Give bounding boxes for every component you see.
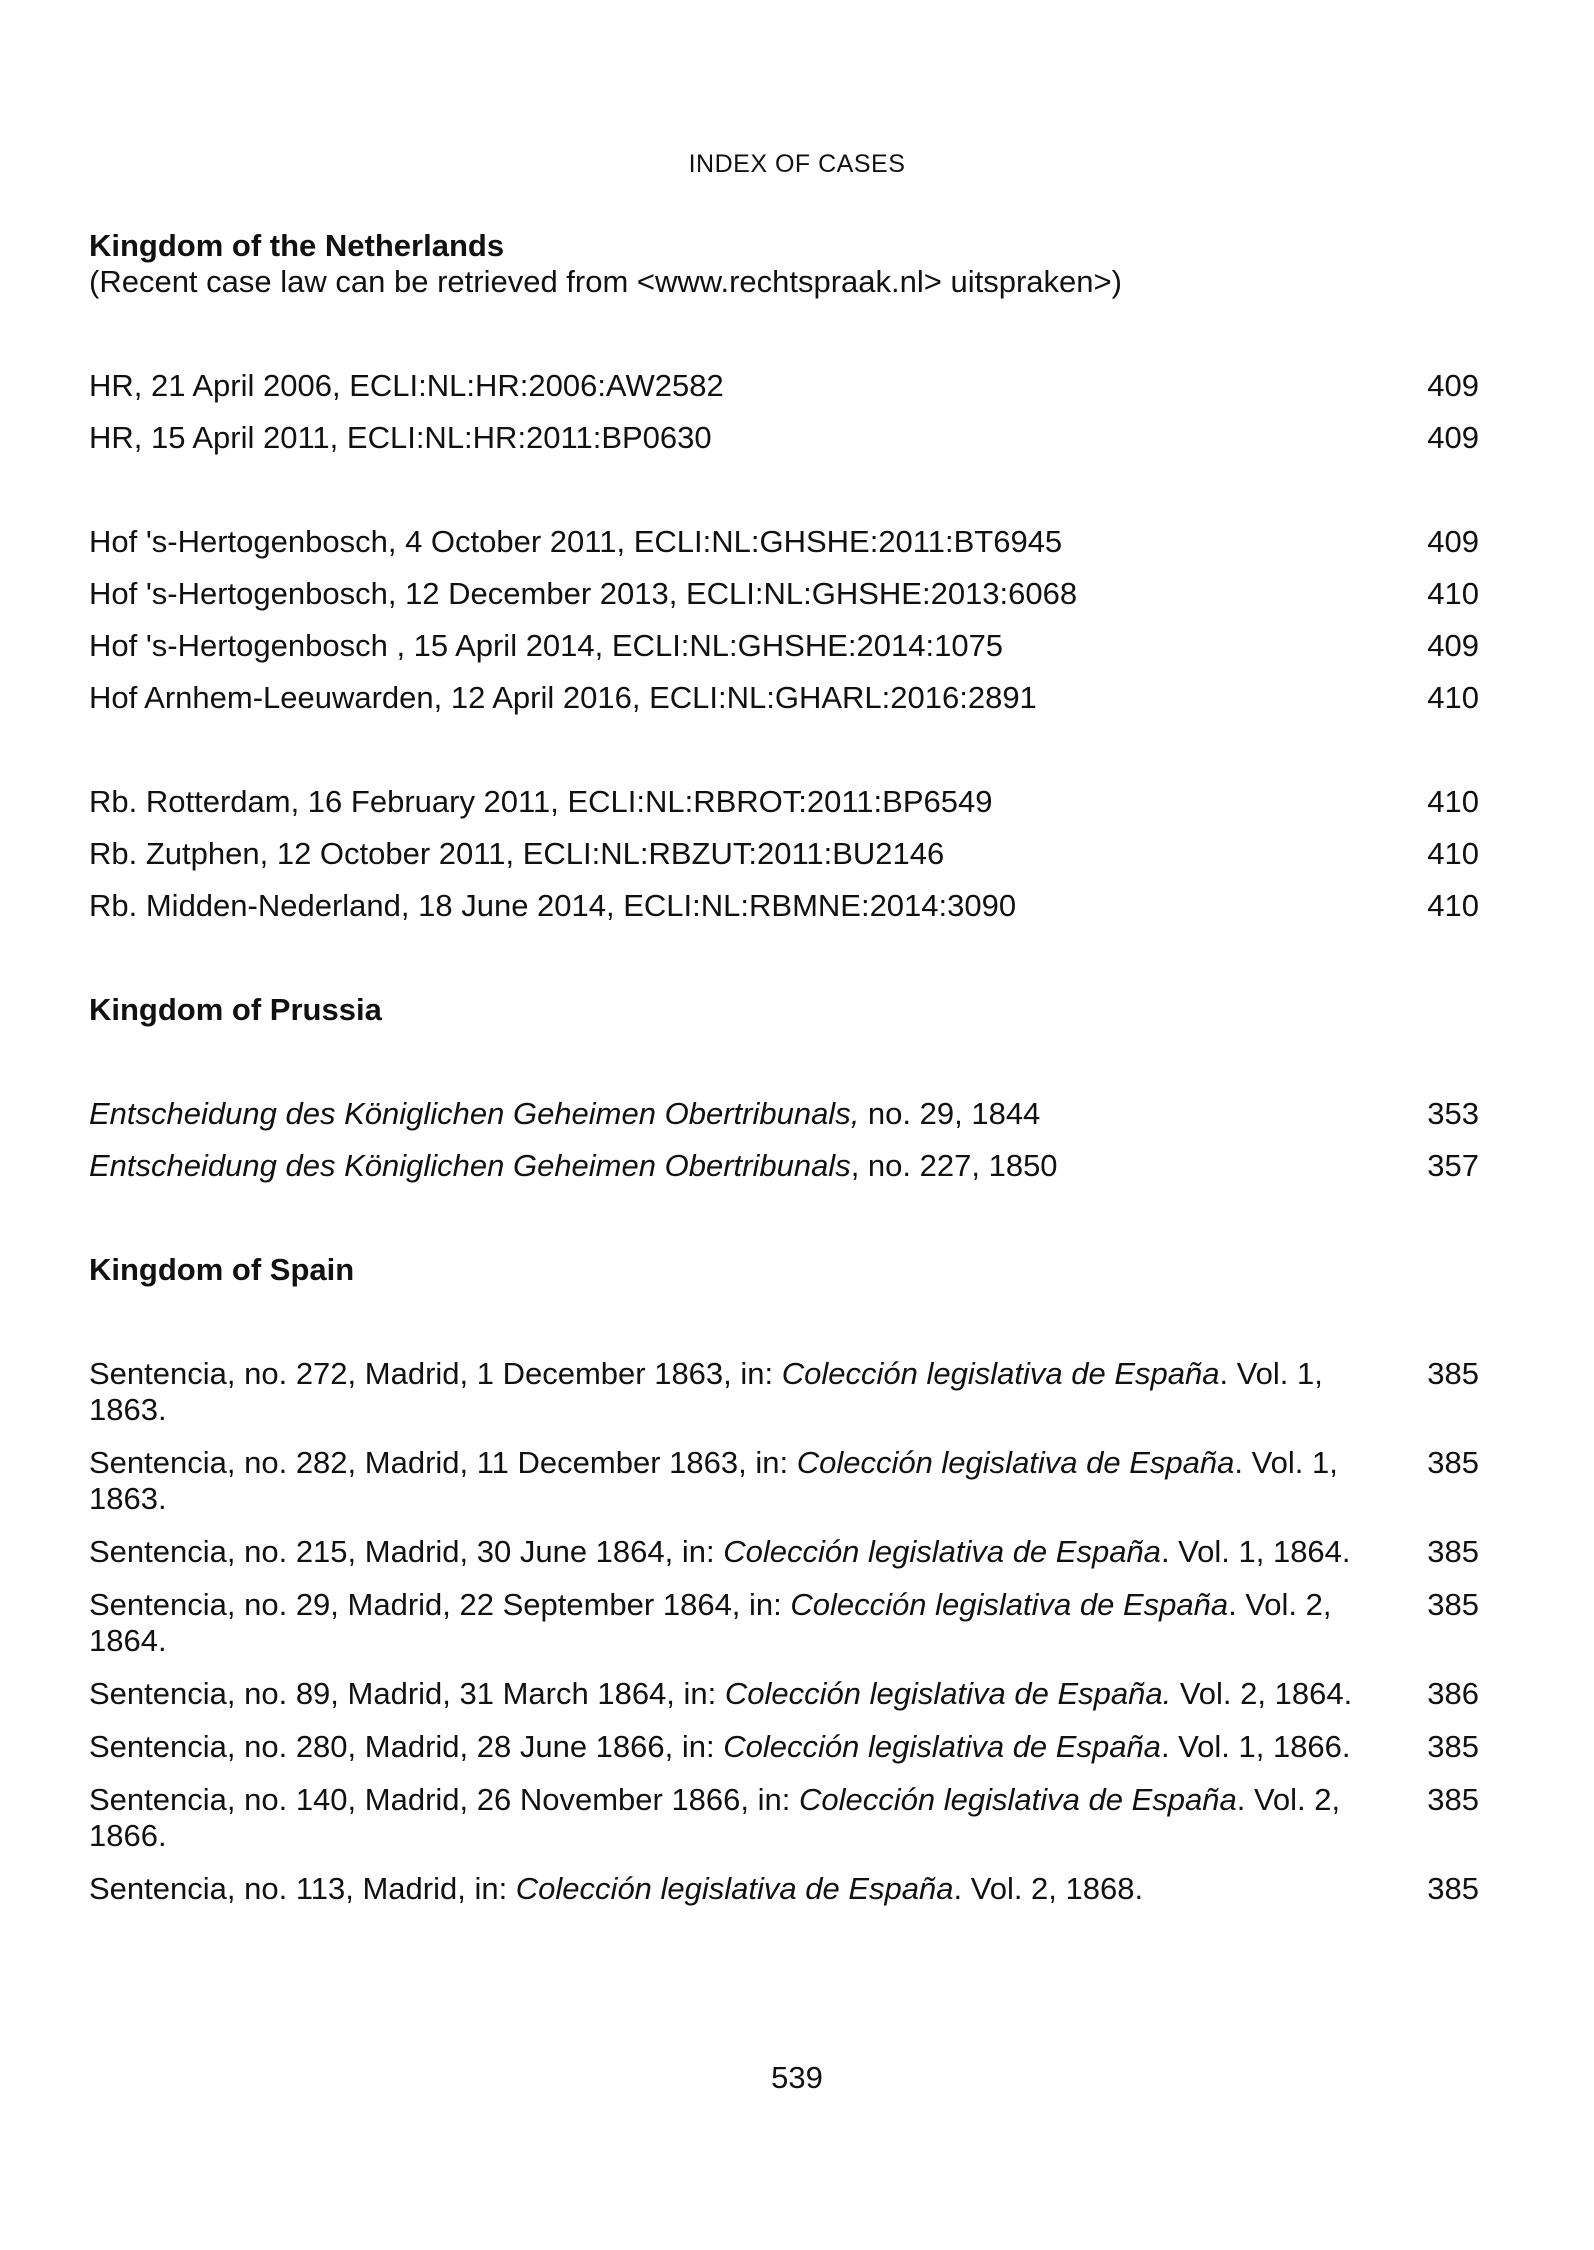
entry-text: HR, 15 April 2011, ECLI:NL:HR:2011:BP0630 <box>89 420 712 455</box>
entry-page: 410 <box>1427 836 1479 871</box>
entry-title: Colección legislativa de España <box>781 1356 1220 1391</box>
entry-text <box>89 1356 1359 1428</box>
section-prussia <box>89 992 1479 1028</box>
index-entry <box>89 1871 1479 1907</box>
entry-rest: , no. 227, 1850 <box>850 1148 1058 1183</box>
section-note: (Recent case law can be retrieved from <www.rechtspraak.nl> uitspraken>) <box>89 264 1122 299</box>
entry-pre: Sentencia, no. 282, Madrid, 11 December 1863, in: <box>89 1445 797 1480</box>
entry-page: 409 <box>1427 368 1479 403</box>
entry-title: Colección legislativa de España <box>796 1445 1235 1480</box>
entry-text <box>89 1096 1359 1132</box>
spain-entries <box>89 1356 1479 1907</box>
entry-text: Hof 's-Hertogenbosch , 15 April 2014, ECLI:NL:GHSHE:2014:1075 <box>89 628 1004 663</box>
section-title: Kingdom of the Netherlands <box>89 228 505 263</box>
entry-post: . Vol. 1, 1863. <box>89 1445 1338 1516</box>
entry-pre: Sentencia, no. 29, Madrid, 22 September 1864, in: <box>89 1587 791 1622</box>
entry-title: Entscheidung des Königlichen Geheimen Obertribunals, <box>89 1096 860 1131</box>
entry-page: 410 <box>1427 784 1479 819</box>
nl-group-rb <box>89 784 1479 924</box>
index-entry <box>89 1445 1479 1517</box>
index-entry <box>89 888 1479 924</box>
entry-text <box>89 1148 1359 1184</box>
index-entry <box>89 420 1479 456</box>
entry-rest: no. 29, 1844 <box>859 1096 1041 1131</box>
entry-pre: Sentencia, no. 272, Madrid, 1 December 1863, in: <box>89 1356 782 1391</box>
entry-page: 385 <box>1427 1587 1479 1622</box>
entry-post: . Vol. 1, 1863. <box>89 1356 1323 1427</box>
entry-page: 385 <box>1427 1871 1479 1906</box>
index-entry <box>89 368 1479 404</box>
entry-text <box>89 1587 1359 1659</box>
index-entry <box>89 1534 1479 1570</box>
index-entry <box>89 1676 1479 1712</box>
entry-post: . Vol. 2, 1868. <box>953 1871 1144 1906</box>
entry-page: 410 <box>1427 576 1479 611</box>
index-entry <box>89 1096 1479 1132</box>
entry-post: . Vol. 2, 1866. <box>89 1782 1341 1853</box>
entry-text: Rb. Midden-Nederland, 18 June 2014, ECLI:NL:RBMNE:2014:3090 <box>89 888 1017 923</box>
prussia-entries <box>89 1096 1479 1184</box>
entry-page: 410 <box>1427 680 1479 715</box>
index-entry <box>89 524 1479 560</box>
entry-page: 385 <box>1427 1534 1479 1569</box>
entry-page: 386 <box>1427 1676 1479 1711</box>
index-entry <box>89 680 1479 716</box>
entry-page: 385 <box>1427 1445 1479 1480</box>
entry-text: Hof 's-Hertogenbosch, 4 October 2011, ECLI:NL:GHSHE:2011:BT6945 <box>89 524 1063 559</box>
entry-title: Colección legislativa de España. <box>724 1676 1172 1711</box>
entry-title: Colección legislativa de España <box>723 1729 1161 1764</box>
entry-title: Colección legislativa de España <box>515 1871 954 1906</box>
entry-pre: Sentencia, no. 280, Madrid, 28 June 1866, in: <box>89 1729 724 1764</box>
entry-post: . Vol. 1, 1864. <box>1160 1534 1351 1569</box>
entry-pre: Sentencia, no. 140, Madrid, 26 November 1866, in: <box>89 1782 799 1817</box>
entry-page: 409 <box>1427 628 1479 663</box>
entry-text <box>89 1871 1359 1907</box>
section-netherlands <box>89 228 1479 300</box>
index-entry <box>89 628 1479 664</box>
index-entry <box>89 1729 1479 1765</box>
section-title: Kingdom of Prussia <box>89 992 382 1027</box>
nl-group-hof <box>89 524 1479 716</box>
entry-page: 357 <box>1427 1148 1479 1183</box>
entry-pre: Sentencia, no. 215, Madrid, 30 June 1864, in: <box>89 1534 724 1569</box>
entry-title: Colección legislativa de España <box>790 1587 1229 1622</box>
entry-text: Rb. Zutphen, 12 October 2011, ECLI:NL:RBZUT:2011:BU2146 <box>89 836 945 871</box>
entry-page: 409 <box>1427 524 1479 559</box>
entry-text <box>89 1676 1359 1712</box>
index-entry <box>89 784 1479 820</box>
entry-text: Hof 's-Hertogenbosch, 12 December 2013, ECLI:NL:GHSHE:2013:6068 <box>89 576 1078 611</box>
nl-group-hr <box>89 368 1479 456</box>
entry-text: Rb. Rotterdam, 16 February 2011, ECLI:NL:RBROT:2011:BP6549 <box>89 784 993 819</box>
entry-page: 353 <box>1427 1096 1479 1131</box>
entry-text <box>89 1534 1359 1570</box>
entry-title: Colección legislativa de España <box>723 1534 1161 1569</box>
running-head: INDEX OF CASES <box>688 150 906 178</box>
section-title: Kingdom of Spain <box>89 1252 355 1287</box>
entry-text <box>89 1782 1359 1854</box>
entry-page: 410 <box>1427 888 1479 923</box>
entry-post: Vol. 2, 1864. <box>1171 1676 1353 1711</box>
entry-text <box>89 1729 1359 1765</box>
index-entry <box>89 1587 1479 1659</box>
entry-page: 385 <box>1427 1782 1479 1817</box>
page-number: 539 <box>771 2060 823 2095</box>
entry-pre: Sentencia, no. 113, Madrid, in: <box>89 1871 516 1906</box>
index-entry <box>89 1356 1479 1428</box>
entry-text <box>89 1445 1359 1517</box>
entry-pre: Sentencia, no. 89, Madrid, 31 March 1864, in: <box>89 1676 725 1711</box>
entry-text: HR, 21 April 2006, ECLI:NL:HR:2006:AW2582 <box>89 368 724 403</box>
entry-title: Colección legislativa de España <box>799 1782 1237 1817</box>
entry-post: . Vol. 2, 1864. <box>89 1587 1332 1658</box>
section-spain <box>89 1252 1479 1288</box>
entry-text: Hof Arnhem-Leeuwarden, 12 April 2016, ECLI:NL:GHARL:2016:2891 <box>89 680 1037 715</box>
index-entry <box>89 1148 1479 1184</box>
entry-post: . Vol. 1, 1866. <box>1160 1729 1351 1764</box>
entry-page: 409 <box>1427 420 1479 455</box>
entry-page: 385 <box>1427 1729 1479 1764</box>
index-entry <box>89 836 1479 872</box>
entry-page: 385 <box>1427 1356 1479 1391</box>
index-entry <box>89 576 1479 612</box>
index-entry <box>89 1782 1479 1854</box>
entry-title: Entscheidung des Königlichen Geheimen Obertribunals <box>89 1148 851 1183</box>
